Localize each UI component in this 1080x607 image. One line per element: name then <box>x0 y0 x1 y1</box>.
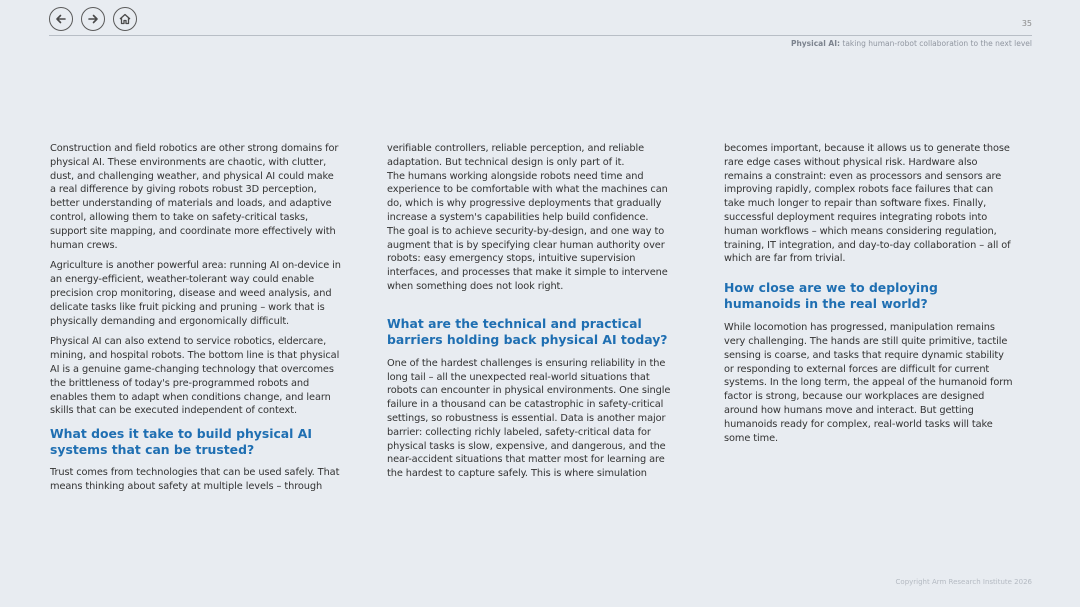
paragraph: becomes important, because it allows us to generate those rare edge cases without physical risk. Hardware also remains a constraint: even as processors and sensors are improving rapidly, complex robots face failures that can take much longer to repair than software fixes. Finally, successful deployment requires integrating robots into human workflows – which means considering regulation, training, IT integration, and day-to-day collaboration – all of which are far from trivial. <box>724 143 1011 265</box>
section-heading: What does it take to build physical AI systems that can be trusted? <box>50 426 312 458</box>
paragraph: verifiable controllers, reliable perception, and reliable adaptation. But technical design is only part of it. <box>387 143 645 168</box>
column-1 <box>50 142 341 502</box>
paragraph: Construction and field robotics are other strong domains for physical AI. These environments are chaotic, with clutter, dust, and challenging weather, and physical AI could make a real difference by giving robots robust 3D perception, better understanding of materials and loads, and adaptive control, allowing them to take on safety-critical tasks, support site mapping, and coordinate more effectively with human crews. <box>50 143 339 251</box>
header-divider <box>49 35 1032 36</box>
paragraph: While locomotion has progressed, manipulation remains very challenging. The hands are still quite primitive, tactile sensing is coarse, and tasks that require dynamic stability or responding to external forces are difficult for current systems. In the long term, the appeal of the humanoid form factor is strong, because our workplaces are designed around how humans move and interact. But getting humanoids ready for complex, real-world tasks will take some time. <box>724 322 1013 444</box>
paragraph: One of the hardest challenges is ensuring reliability in the long tail – all the unexpected real-world situations that robots can encounter in physical environments. One single failure in a thousand can be catastrophic in safety-critical settings, so robustness is essential. Data is another major barrier: collecting richly labeled, safety-critical data for physical tasks is slow, expensive, and dangerous, and the near-accident situations that matter most for learning are the hardest to capture safely. This is where simulation <box>387 357 671 480</box>
arrow-left-icon <box>54 12 68 26</box>
navigation-bar <box>49 7 137 31</box>
home-button[interactable] <box>113 7 137 31</box>
column-2 <box>387 142 678 502</box>
paragraph: Physical AI can also extend to service robotics, eldercare, mining, and hospital robots. The bottom line is that physical AI is a genuine game-changing technology that overcomes the brittleness of today's pre-programmed robots and enables them to adapt when conditions change, and learn skills that can be executed independent of context. <box>50 336 340 417</box>
running-header-rest: taking human-robot collaboration to the next level <box>840 39 1032 48</box>
paragraph: The goal is to achieve security-by-design, and one way to augment that is by specifying clear human authority over robots: easy emergency stops, intuitive supervision interfaces, and processes that make it simple to intervene when something does not look right. <box>387 225 668 292</box>
copyright-footer: Copyright Arm Research Institute 2026 <box>895 578 1032 586</box>
back-button[interactable] <box>49 7 73 31</box>
page-number: 35 <box>1021 19 1032 28</box>
section-heading: What are the technical and practical barriers holding back physical AI today? <box>387 315 668 347</box>
home-icon <box>118 12 132 26</box>
section-heading: How close are we to deploying humanoids in the real world? <box>724 280 938 312</box>
paragraph: Agriculture is another powerful area: running AI on-device in an energy-efficient, weather-tolerant way could enable precision crop monitoring, disease and weed analysis, and delicate tasks like fruit picking and pruning – work that is physically demanding and ergonomically difficult. <box>50 260 341 327</box>
paragraph: The humans working alongside robots need time and experience to be comfortable with what the machines can do, which is why progressive deployments that gradually increase a system's capabilities help build confidence. <box>387 170 668 223</box>
running-header <box>791 39 1032 48</box>
arrow-right-icon <box>86 12 100 26</box>
article-columns <box>50 142 1015 502</box>
column-3 <box>724 142 1015 502</box>
running-header-bold: Physical AI: <box>790 39 840 48</box>
forward-button[interactable] <box>81 7 105 31</box>
paragraph: Trust comes from technologies that can be used safely. That means thinking about safety at multiple levels – through <box>50 467 340 492</box>
